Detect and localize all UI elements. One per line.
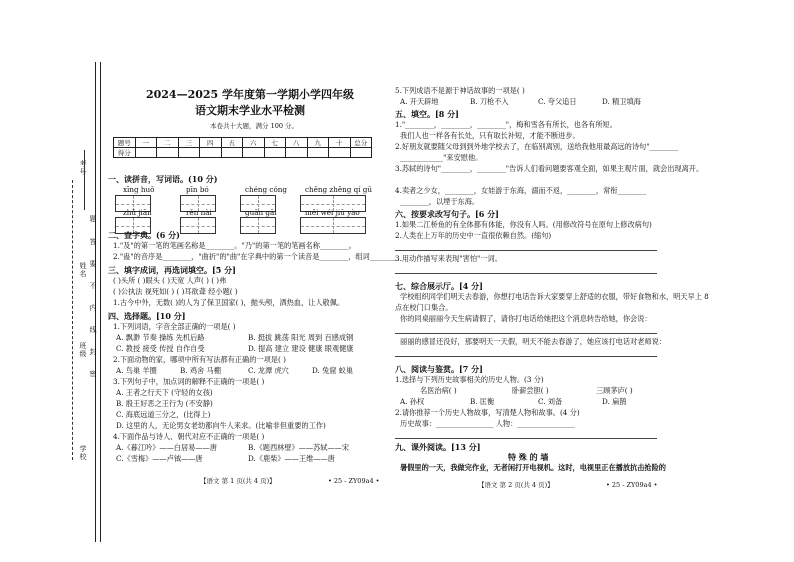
question-5-4-cont: ________，以堙于东海。 (400, 197, 480, 206)
score-input-cell[interactable] (135, 148, 157, 158)
article-title: 特 殊 的 墙 (508, 452, 549, 462)
option: B. 匡衡 (470, 397, 495, 406)
score-cell: 三 (178, 138, 200, 148)
option: A. 孙权 (400, 397, 425, 406)
question-6-1: 1.如果二江桥鱼的有全体都有体能，你没有人吗。(用修改符号在原句上修改病句) (395, 220, 652, 229)
section-6-heading: 六、按要求改写句子。[6 分] (395, 209, 499, 219)
question-5-1-cont: 我们人也一样各有长处，只有取长补短，才能不断进步。 (400, 131, 580, 140)
option: D. 提高 建立 建设 健康 眼观健康 (248, 344, 354, 353)
score-input-cell[interactable] (221, 148, 243, 158)
question-5-4: 4.卖者之少女，________，女娃游于东海，溺而不返，________，常衔________ (395, 186, 647, 195)
answer-line[interactable] (395, 356, 657, 357)
pinyin: guān gāi (245, 208, 277, 217)
pinyin: měi wéi jiū yào (305, 208, 360, 217)
page-code-right: • 25 - ZY09a4 • (606, 481, 658, 489)
question-5-1: 1."________，________，________"，梅和雪各有所长，也各有所短。 (395, 120, 617, 129)
question-8-2-fill: 历史故事：________________ 人物：________________ (400, 419, 575, 428)
writing-box[interactable] (300, 217, 366, 234)
score-input-cell[interactable] (350, 148, 372, 158)
question-4-1: 1.下列词语，字音全部正确的一项是( ) (113, 322, 236, 331)
option: C.《雪梅》——卢钺——唐 (116, 454, 203, 463)
question-3-fill: 1.古今中外，无数( )的人为了保卫国家( )，抛头颅，洒热血，让人敬佩。 (113, 298, 345, 307)
question-3-row1: ( )头所 ( )眼头 ( )天宽 人声( ) ( )弗 (113, 276, 227, 285)
score-input-cell[interactable] (286, 148, 308, 158)
pinyin: zhū jiān (123, 208, 152, 217)
score-cell: 总分 (350, 138, 372, 148)
option: A.《暮江吟》——白居易——唐 (116, 443, 217, 452)
section-2-heading: 二、查字典。(6 分) (108, 230, 180, 240)
binding-line-outer (95, 62, 96, 542)
exam-title-line1: 2024—2025 学年度第一学期小学四年级 (145, 88, 355, 101)
binding-line-inner (100, 62, 101, 542)
option: D.《鹿柴》——王维——唐 (248, 454, 335, 463)
question-5-3: 3.苏轼的诗句"________，________"告诉人们看问题要客观全面，如果主观片面，就会出现离开。 (395, 164, 704, 173)
question-4-5: 5.下列成语不是源于神话故事的一项是( ) (395, 86, 525, 95)
option: C. 龙潭 虎穴 (248, 366, 289, 375)
answer-line[interactable] (395, 250, 657, 251)
seal-char: 要 (89, 260, 97, 268)
score-cell: 二 (157, 138, 179, 148)
option: D. 这里的人，无论男女老幼都向牛人来求。(比喻非但重要的工作) (116, 421, 326, 430)
section-8-heading: 八、阅读与鉴赏。[7 分] (395, 364, 483, 374)
score-cell: 八 (286, 138, 308, 148)
question-8-2: 2.请你推荐一个历史人物故事，写清楚人物和故事。(4 分) (395, 408, 580, 417)
pinyin: chěng zhěng qí gū (305, 185, 373, 194)
question-5-2-cont: ____________"来安慰他。 (400, 153, 483, 162)
score-input-cell[interactable] (200, 148, 222, 158)
score-cell: 六 (243, 138, 265, 148)
score-cell: 十 (329, 138, 351, 148)
option: A. 开天辟地 (400, 97, 439, 106)
option: C. 教授 接受 传授 自作自受 (116, 344, 205, 353)
label-class: 班级 (79, 342, 87, 358)
section-7-heading: 七、综合展示厅。[4 分] (395, 281, 483, 291)
label-school: 学校 (79, 445, 87, 461)
option: C. 刘备 (538, 397, 563, 406)
option: B. 刀枪不入 (470, 97, 509, 106)
seal-char: 不 (89, 282, 97, 290)
question-2-1: 1."及"的第一笔的笔画名称是________。"乃"的第一笔的笔画名称________。 (113, 241, 356, 250)
score-cell: 七 (264, 138, 286, 148)
pinyin: xīng huǒ (123, 185, 155, 194)
seal-char: 线 (89, 326, 97, 334)
option: D. 精卫填海 (602, 97, 641, 106)
score-input-cell[interactable] (264, 148, 286, 158)
option: A. 王者之行天下 (守轻的女孩) (116, 388, 213, 397)
question-3-row2: ( )公执法 视死如( ) ( )耳欲聋 经小题( ) (113, 287, 238, 296)
seal-char: 题 (89, 215, 97, 223)
score-cell: 四 (200, 138, 222, 148)
option: B. 殷王好恶之王行为 (不安静) (116, 399, 213, 408)
exam-note: 本卷共十大题，满分 100 分。 (210, 122, 299, 130)
section-9-heading: 九、课外阅读。[13 分] (395, 442, 481, 452)
score-input-cell[interactable] (243, 148, 265, 158)
question-7-prompt-1: 你的同桌丽丽今天生病请假了，请你打电话给她把这个消息转告给她，你会说： (400, 314, 652, 323)
score-input-cell[interactable] (329, 148, 351, 158)
section-5-heading: 五、填空。[8 分] (395, 109, 459, 119)
option: C. 海底远道三分之，(比得上) (116, 410, 211, 419)
section-3-heading: 三、填字成词，再选词填空。[5 分] (108, 265, 236, 275)
story-item: 三顾茅庐( ) (596, 386, 633, 395)
writing-box[interactable] (240, 217, 276, 234)
option: C. 夸父追日 (538, 97, 577, 106)
score-cell: 九 (307, 138, 329, 148)
score-cell: 五 (221, 138, 243, 148)
question-7-text-cont: 点在校门口集合。 (395, 303, 453, 312)
option: B. 鸡舍 马棚 (180, 366, 221, 375)
article-first-line: 暑假里的一天，我做完作业，无者闲打开电视机。这时，电视里正在播放抗击抢险的 (400, 463, 666, 472)
question-7-text: 学校组织同学们明天去春游，你想打电话告诉大家要穿上舒适的衣服，带好食物和水，明天早上 8 (400, 292, 709, 301)
score-input-cell[interactable] (307, 148, 329, 158)
question-8-1: 1.选择与下列历史故事相关的历史人物。(3 分) (395, 375, 544, 384)
question-5-2: 2.好朋友就要随父母到到外地学校去了，在临别离别，送给我他用最高远的诗句"________ (395, 142, 679, 151)
option: D. 兔窟 蚁巢 (312, 366, 354, 375)
story-item: 卧薪尝胆( ) (512, 386, 549, 395)
seal-char: 密 (89, 370, 97, 378)
score-table-score-row (114, 148, 372, 158)
option: A. 鸟巢 羊圈 (116, 366, 157, 375)
label-exam-no: 考号 (79, 160, 87, 176)
answer-line[interactable] (395, 333, 657, 334)
seal-char: 内 (89, 304, 97, 312)
pinyin: rěn nài (186, 208, 212, 217)
score-table-header-row (114, 138, 372, 148)
question-7-prompt-2: 丽丽的感冒还没好，那要明天一天假，明天不能去春游了，她应该打电话对老师说： (400, 337, 666, 346)
seal-char: 封 (89, 348, 97, 356)
question-4-3: 3.下列句子中，加点词的解释不正确的一项是( ) (113, 377, 265, 386)
score-table (113, 137, 372, 158)
section-1-heading: 一、读拼音，写词语。(10 分) (108, 174, 218, 184)
question-2-2: 2."蛊"的音序是________，"曲折"的"曲"在字典中的第一个读音是________，组词________ (113, 252, 399, 261)
section-4-heading: 四、选择题。[10 分] (108, 311, 186, 321)
score-input-cell[interactable] (178, 148, 200, 158)
seal-dash-line (72, 180, 73, 460)
page-code-left: • 25 - ZY09a4 • (328, 477, 380, 485)
exam-no-line (84, 150, 85, 210)
answer-line[interactable] (395, 438, 657, 439)
question-6-3: 3.用动作描写来表现"害怕"一词。 (395, 254, 502, 263)
question-6-2: 2.人类在上万年的历史中一直很依赖自然。(缩句) (395, 231, 552, 240)
score-cell: 题号 (114, 138, 136, 148)
label-name: 姓名 (79, 262, 87, 278)
story-item: 名医治病( ) (420, 386, 457, 395)
seal-char: 答 (89, 238, 97, 246)
question-4-2: 2.下面动物的家，哪项中所有写法都有正确的一项是( ) (113, 355, 286, 364)
option: D. 扁鹊 (602, 397, 627, 406)
option: B.《题西林壁》——苏轼——宋 (248, 443, 350, 452)
score-input-cell[interactable] (157, 148, 179, 158)
score-cell: 得分 (114, 148, 136, 158)
score-cell: 一 (135, 138, 157, 148)
exam-title-line2: 语文期末学业水平检测 (195, 104, 305, 117)
page-footer-right: 【语文 第 2 页(共 4 页)】 (478, 481, 554, 489)
option: B. 挺拔 跳荡 阳光 周到 百感成钢 (248, 333, 354, 342)
question-4-4: 4.下面作品与诗人、朝代对应不正确的一项是( ) (113, 432, 265, 441)
writing-box[interactable] (180, 217, 216, 234)
option: A. 飘渺 节奏 操练 先机后路 (116, 333, 205, 342)
pinyin: pīn bó (186, 185, 209, 194)
answer-line[interactable] (395, 273, 657, 274)
pinyin: chéng cóng (245, 185, 288, 194)
page-footer-left: 【语文 第 1 页(共 4 页)】 (200, 477, 276, 485)
